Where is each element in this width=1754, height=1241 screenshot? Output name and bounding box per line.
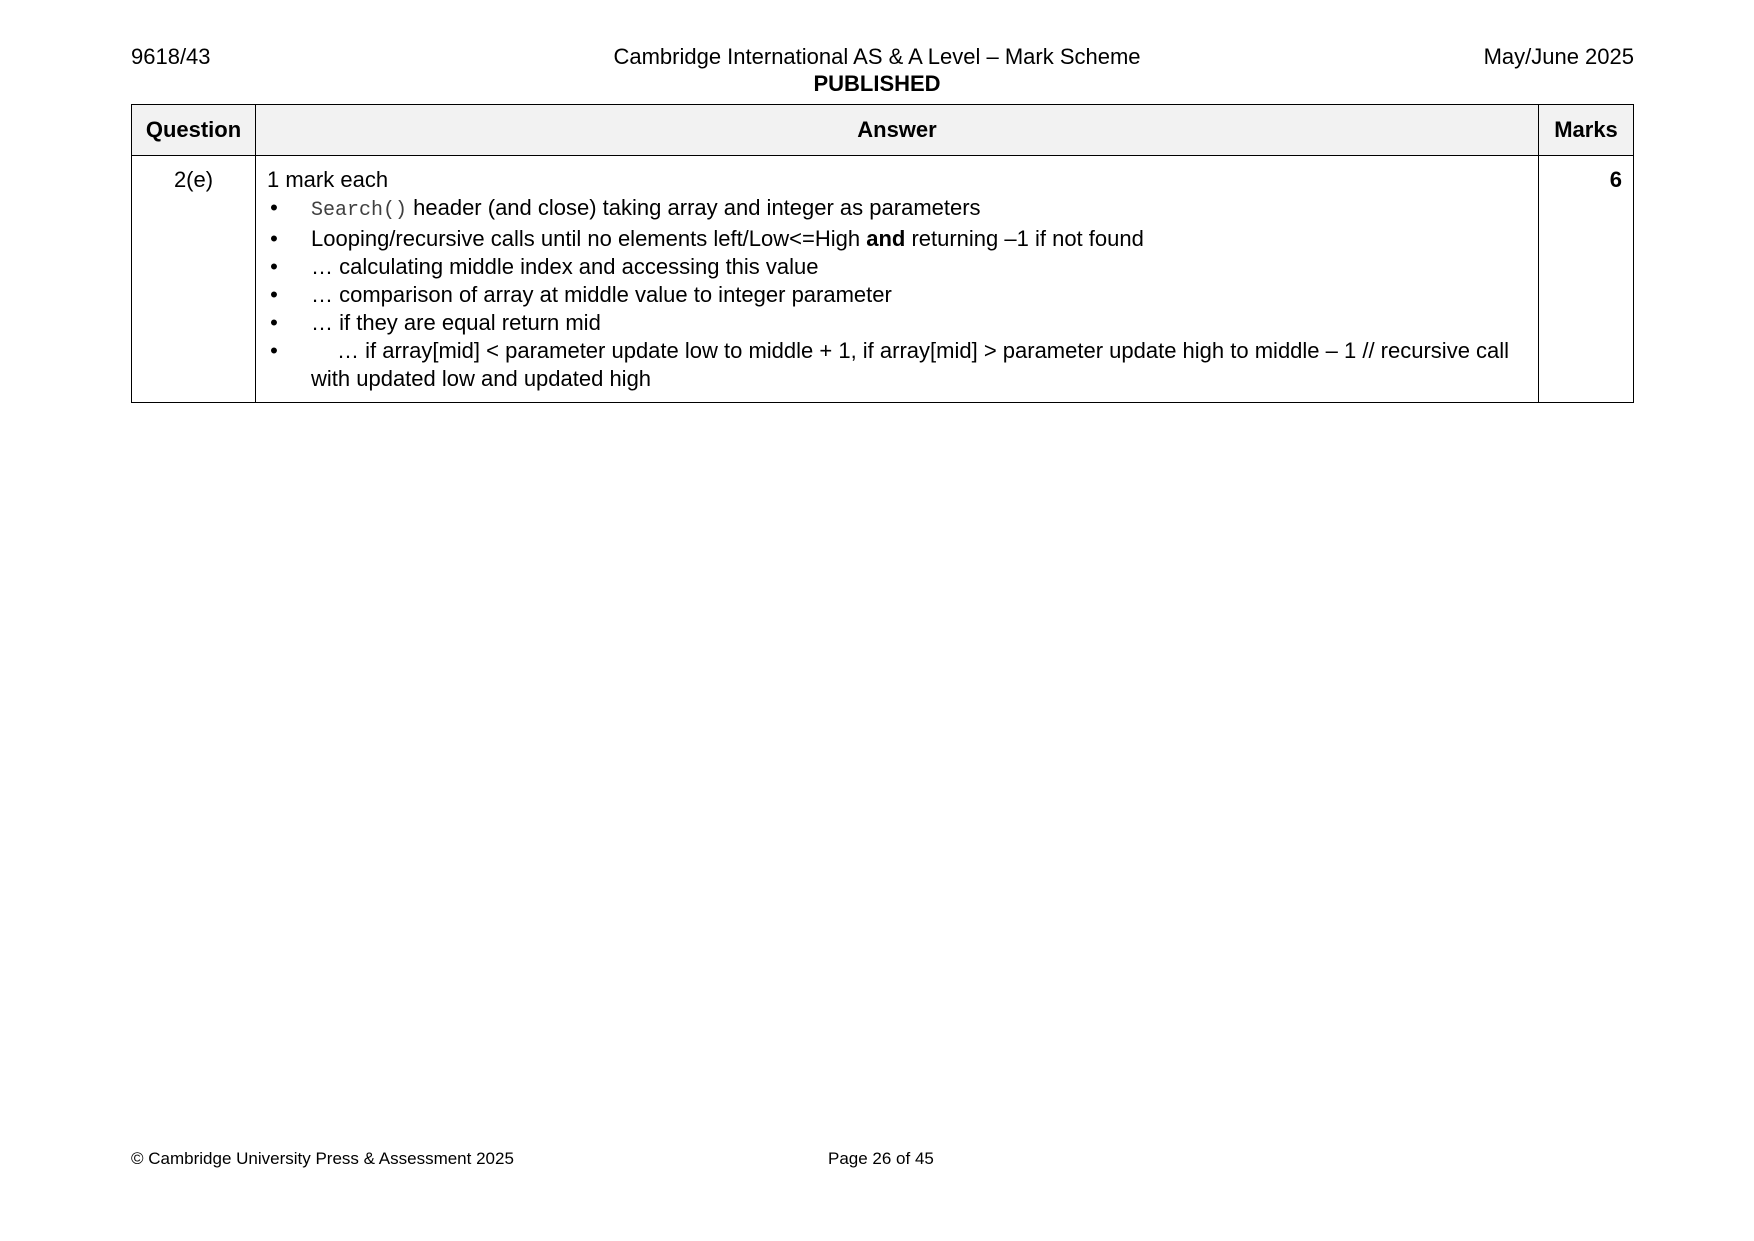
marking-point-text: Looping/recursive calls until no elements left/Low<=High	[311, 226, 867, 251]
mark-scheme-table	[131, 104, 1634, 403]
table-row	[132, 156, 1634, 403]
marking-point-text: … if array[mid] < parameter update low to middle + 1, if array[mid] > parameter update high to middle – 1 // recursive call with updated low and updated high	[311, 338, 1510, 391]
question-number: 2(e)	[132, 156, 256, 403]
exam-session: May/June 2025	[1483, 44, 1634, 69]
published-label: PUBLISHED	[813, 71, 941, 96]
function-name-code: Search()	[311, 199, 408, 222]
document-title: Cambridge International AS & A Level – Mark Scheme	[613, 44, 1141, 69]
column-header-question: Question	[132, 105, 256, 156]
answer-cell	[256, 156, 1539, 403]
marking-point-text: … calculating middle index and accessing this value	[311, 254, 819, 279]
table-header-row	[132, 105, 1634, 156]
marking-point	[267, 281, 1527, 309]
bullet-icon: •	[270, 254, 278, 279]
answer-intro: 1 mark each	[267, 167, 389, 192]
bullet-icon: •	[270, 310, 278, 335]
bullet-icon: •	[270, 226, 278, 251]
marks-value: 6	[1539, 156, 1634, 403]
column-header-marks: Marks	[1539, 105, 1634, 156]
marking-point	[267, 194, 1527, 225]
marking-point-text: … if they are equal return mid	[311, 310, 601, 335]
marking-point-text: … comparison of array at middle value to integer parameter	[311, 282, 892, 307]
marking-point	[267, 309, 1527, 337]
emphasis-and: and	[866, 226, 906, 251]
marking-points-list	[267, 194, 1527, 393]
column-header-answer: Answer	[256, 105, 1539, 156]
marking-point	[267, 225, 1527, 253]
bullet-icon: •	[270, 195, 278, 220]
bullet-icon: •	[270, 282, 278, 307]
marking-point-text: returning –1 if not found	[905, 226, 1144, 251]
paper-code: 9618/43	[131, 44, 211, 69]
page-number: Page 26 of 45	[828, 1149, 934, 1168]
marking-point	[267, 253, 1527, 281]
bullet-icon: •	[270, 338, 278, 363]
marking-point	[267, 337, 1527, 393]
copyright-notice: © Cambridge University Press & Assessment 2025	[131, 1149, 514, 1168]
marking-point-text: header (and close) taking array and integer as parameters	[407, 195, 981, 220]
